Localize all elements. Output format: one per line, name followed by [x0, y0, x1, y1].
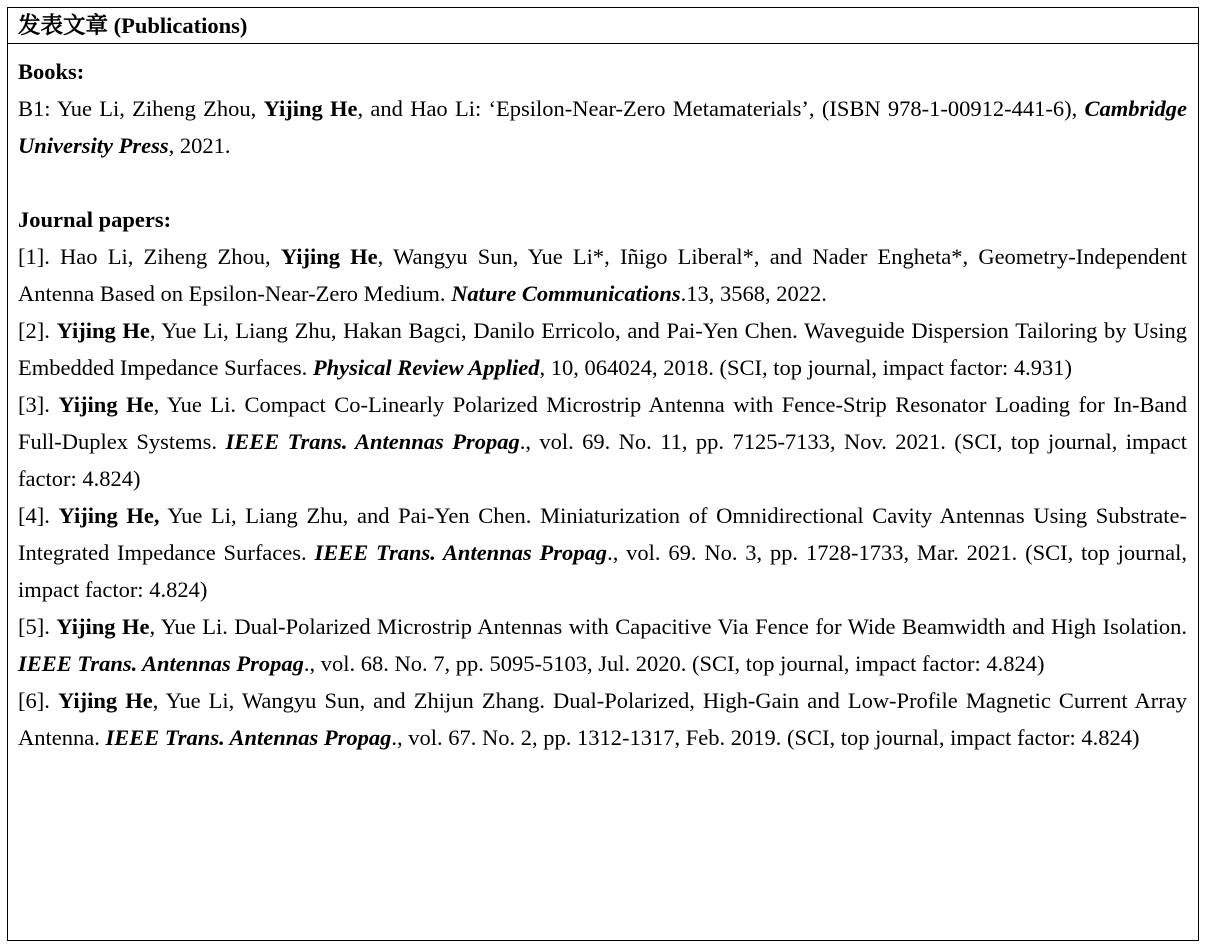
entry-suffix: ., vol. 67. No. 2, pp. 1312-1317, Feb. 2019. (SCI, top journal, impact factor: 4.824): [391, 725, 1140, 750]
spacer: [18, 164, 1187, 201]
entry-suffix: ., vol. 69. No. 11, pp. 7125-7133, Nov. 2021. (SCI, top journal, impact factor: 4.824): [18, 429, 1187, 491]
highlighted-author: Yijing He: [263, 96, 358, 121]
books-heading: Books:: [18, 59, 85, 84]
entry-body: Yue Li, Liang Zhu, and Pai-Yen Chen. Miniaturization of Omnidirectional Cavity Antennas Using Substrate-Integrated Impedance Surfaces.: [18, 503, 1187, 565]
journal-entry: [18, 312, 1187, 386]
section-title: 发表文章 (Publications): [8, 8, 1198, 44]
entry-body: , and Hao Li: ‘Epsilon-Near-Zero Metamaterials’, (ISBN 978-1-00912-441-6),: [357, 96, 1085, 121]
publisher: Cambridge University Press: [18, 96, 1188, 158]
entry-suffix: ., vol. 69. No. 3, pp. 1728-1733, Mar. 2021. (SCI, top journal, impact factor: 4.824): [18, 540, 1187, 602]
entry-body: , Yue Li. Compact Co-Linearly Polarized Microstrip Antenna with Fence-Strip Resonator Loading for In-Band Full-Duplex Systems.: [18, 392, 1187, 454]
entry-suffix: ., vol. 68. No. 7, pp. 5095-5103, Jul. 2020. (SCI, top journal, impact factor: 4.824): [303, 651, 1045, 676]
publications-content: [8, 44, 1198, 756]
entry-prefix: [3].: [18, 392, 59, 417]
entry-suffix: , 2021.: [168, 133, 231, 158]
entry-prefix: [5].: [18, 614, 57, 639]
highlighted-author: Yijing He: [57, 688, 153, 713]
entry-body: , Wangyu Sun, Yue Li*, Iñigo Liberal*, and Nader Engheta*, Geometry-Independent Antenna Based on Epsilon-Near-Zero Medium.: [18, 244, 1187, 306]
entry-suffix: , 10, 064024, 2018. (SCI, top journal, impact factor: 4.931): [539, 355, 1072, 380]
journal-name: Nature Communications: [451, 281, 681, 306]
journal-entry: [18, 238, 1187, 312]
journal-entry: [18, 497, 1187, 608]
entry-prefix: [2].: [18, 318, 57, 343]
entry-body: , Yue Li, Wangyu Sun, and Zhijun Zhang. Dual-Polarized, High-Gain and Low-Profile Magnetic Current Array Antenna.: [18, 688, 1187, 750]
journal-entry: [18, 682, 1187, 756]
journal-entry: [18, 608, 1187, 682]
entry-body: , Yue Li, Liang Zhu, Hakan Bagci, Danilo Erricolo, and Pai-Yen Chen. Waveguide Dispersion Tailoring by Using Embedded Impedance Surfaces.: [18, 318, 1187, 380]
highlighted-author: Yijing He: [58, 392, 154, 417]
entry-prefix: [6].: [18, 688, 58, 713]
highlighted-author: Yijing He: [56, 318, 150, 343]
highlighted-author: Yijing He: [280, 244, 378, 269]
highlighted-author: Yijing He,: [58, 503, 160, 528]
book-entry: [18, 90, 1187, 164]
publications-table: [7, 7, 1199, 941]
journal-entry: [18, 386, 1187, 497]
entry-prefix: B1: Yue Li, Ziheng Zhou,: [18, 96, 264, 121]
entry-prefix: [4].: [18, 503, 59, 528]
journal-name: IEEE Trans. Antennas Propag: [314, 540, 608, 565]
journal-name: Physical Review Applied: [312, 355, 540, 380]
entry-body: , Yue Li. Dual-Polarized Microstrip Antennas with Capacitive Via Fence for Wide Beamwidth and High Isolation.: [149, 614, 1187, 639]
journal-name: IEEE Trans. Antennas Propag: [18, 651, 304, 676]
entry-suffix: .13, 3568, 2022.: [680, 281, 827, 306]
journal-name: IEEE Trans. Antennas Propag: [225, 429, 520, 454]
highlighted-author: Yijing He: [56, 614, 150, 639]
journal-name: IEEE Trans. Antennas Propag: [105, 725, 392, 750]
journals-heading: Journal papers:: [18, 207, 172, 232]
entry-prefix: [1]. Hao Li, Ziheng Zhou,: [18, 244, 281, 269]
